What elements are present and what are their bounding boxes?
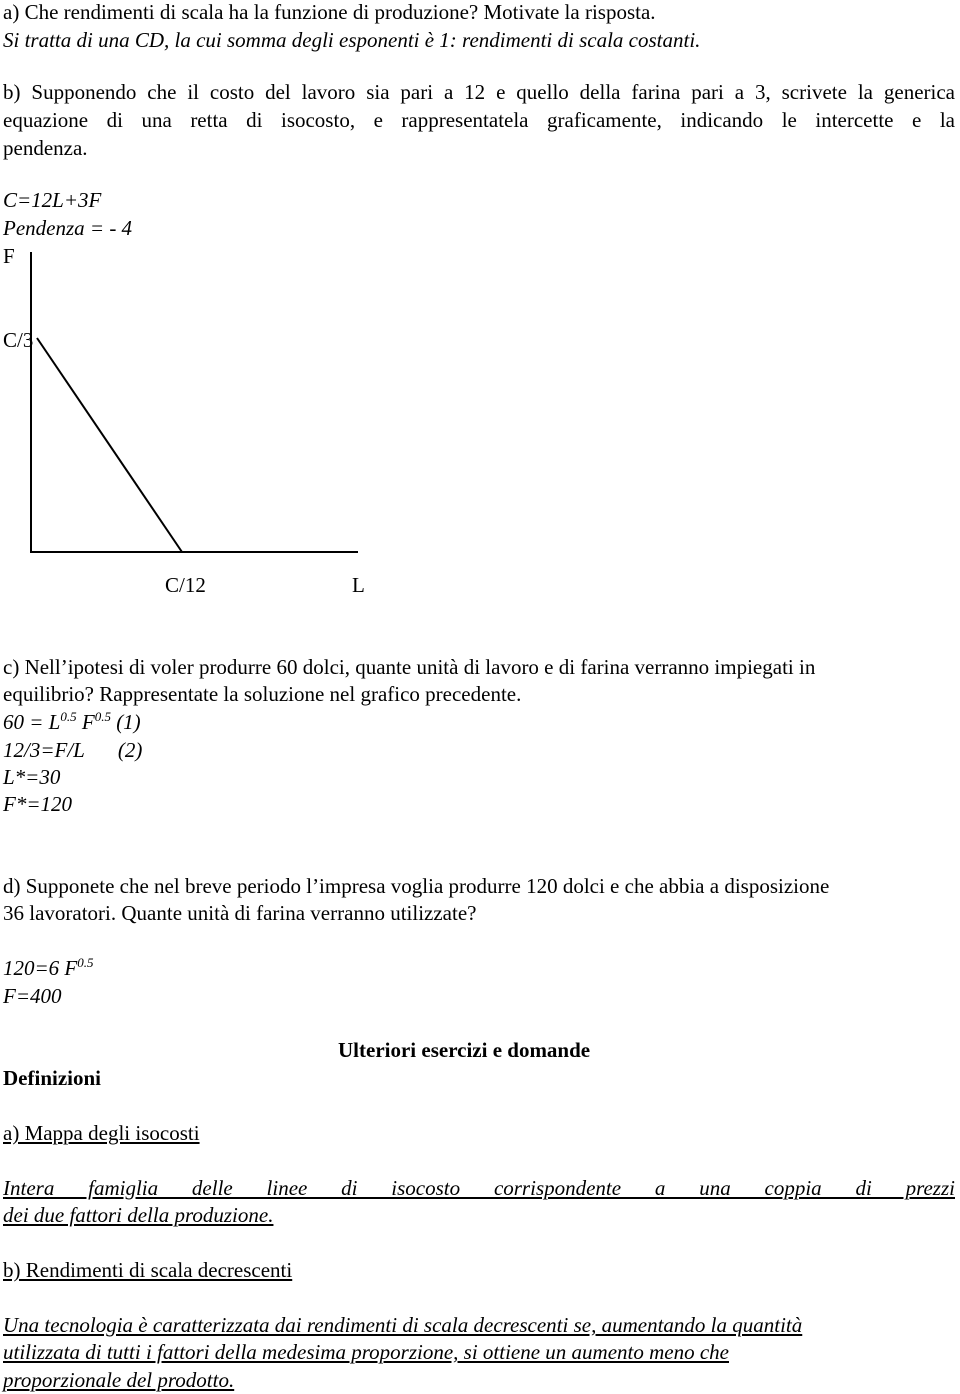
definition-1-line-1: Intera famiglia delle linee di isocosto corrispondente a una coppia di prezzi bbox=[3, 1176, 955, 1200]
question-d-line-1: d) Supponete che nel breve periodo l’impresa voglia produrre 120 dolci e che abbia a disposizione bbox=[3, 874, 830, 898]
isocost-line bbox=[37, 338, 182, 552]
slope-answer: Pendenza = - 4 bbox=[3, 216, 133, 240]
definition-1-line-2: dei due fattori della produzione. bbox=[3, 1203, 274, 1227]
y-axis-label: F bbox=[3, 244, 15, 268]
question-a: a) Che rendimenti di scala ha la funzione di produzione? Motivate la risposta. bbox=[3, 0, 656, 24]
question-b-line-2: equazione di una retta di isocosto, e rappresentatela graficamente, indicando le intercette e la bbox=[3, 108, 955, 132]
isocost-equation: C=12L+3F bbox=[3, 188, 102, 212]
question-c-line-1: c) Nell’ipotesi di voler produrre 60 dolci, quante unità di lavoro e di farina verranno impiegati in bbox=[3, 655, 816, 679]
isocost-diagram bbox=[0, 240, 380, 570]
equation-2 bbox=[3, 738, 142, 762]
equation-1-f: F bbox=[81, 710, 95, 734]
question-b-line-1: b) Supponendo che il costo del lavoro sia pari a 12 e quello della farina pari a 3, scrivete la generica bbox=[3, 80, 955, 104]
equation-1-tag: (1) bbox=[116, 710, 141, 734]
definitions-heading: Definizioni bbox=[3, 1066, 101, 1090]
answer-a: Si tratta di una CD, la cui somma degli esponenti è 1: rendimenti di scala costanti. bbox=[3, 28, 701, 52]
definition-2-line-3: proporzionale del prodotto. bbox=[3, 1368, 235, 1392]
definition-2-line-1: Una tecnologia è caratterizzata dai rendimenti di scala decrescenti se, aumentando la quantità bbox=[3, 1313, 803, 1337]
further-exercises-heading: Ulteriori esercizi e domande bbox=[338, 1038, 591, 1062]
definition-term-1: a) Mappa degli isocosti bbox=[3, 1121, 200, 1145]
equation-3-exponent: 0.5 bbox=[77, 955, 94, 970]
definition-2-line-2: utilizzata di tutti i fattori della medesima proporzione, si ottiene un aumento meno che bbox=[3, 1340, 729, 1364]
equation-2-tag: (2) bbox=[117, 738, 143, 762]
equation-1-exponent-l: 0.5 bbox=[60, 709, 77, 724]
equation-3-text: 120=6 F bbox=[3, 956, 78, 980]
equation-2-text: 12/3=F/L bbox=[3, 738, 85, 762]
equation-3 bbox=[3, 956, 94, 980]
x-axis-label: L bbox=[352, 573, 365, 597]
definition-term-2: b) Rendimenti di scala decrescenti bbox=[3, 1258, 293, 1282]
equation-1-exponent-f: 0.5 bbox=[94, 709, 111, 724]
equation-1-lhs: 60 = L bbox=[3, 710, 61, 734]
solution-l: L*=30 bbox=[3, 765, 61, 789]
y-intercept-label: C/3 bbox=[3, 328, 34, 352]
question-d-line-2: 36 lavoratori. Quante unità di farina verranno utilizzate? bbox=[3, 901, 477, 925]
x-intercept-label: C/12 bbox=[165, 573, 206, 597]
question-b-line-3: pendenza. bbox=[3, 136, 88, 160]
solution-d: F=400 bbox=[3, 984, 62, 1008]
question-c-line-2: equilibrio? Rappresentate la soluzione nel grafico precedente. bbox=[3, 682, 522, 706]
solution-f: F*=120 bbox=[3, 792, 72, 816]
equation-1 bbox=[3, 710, 141, 734]
